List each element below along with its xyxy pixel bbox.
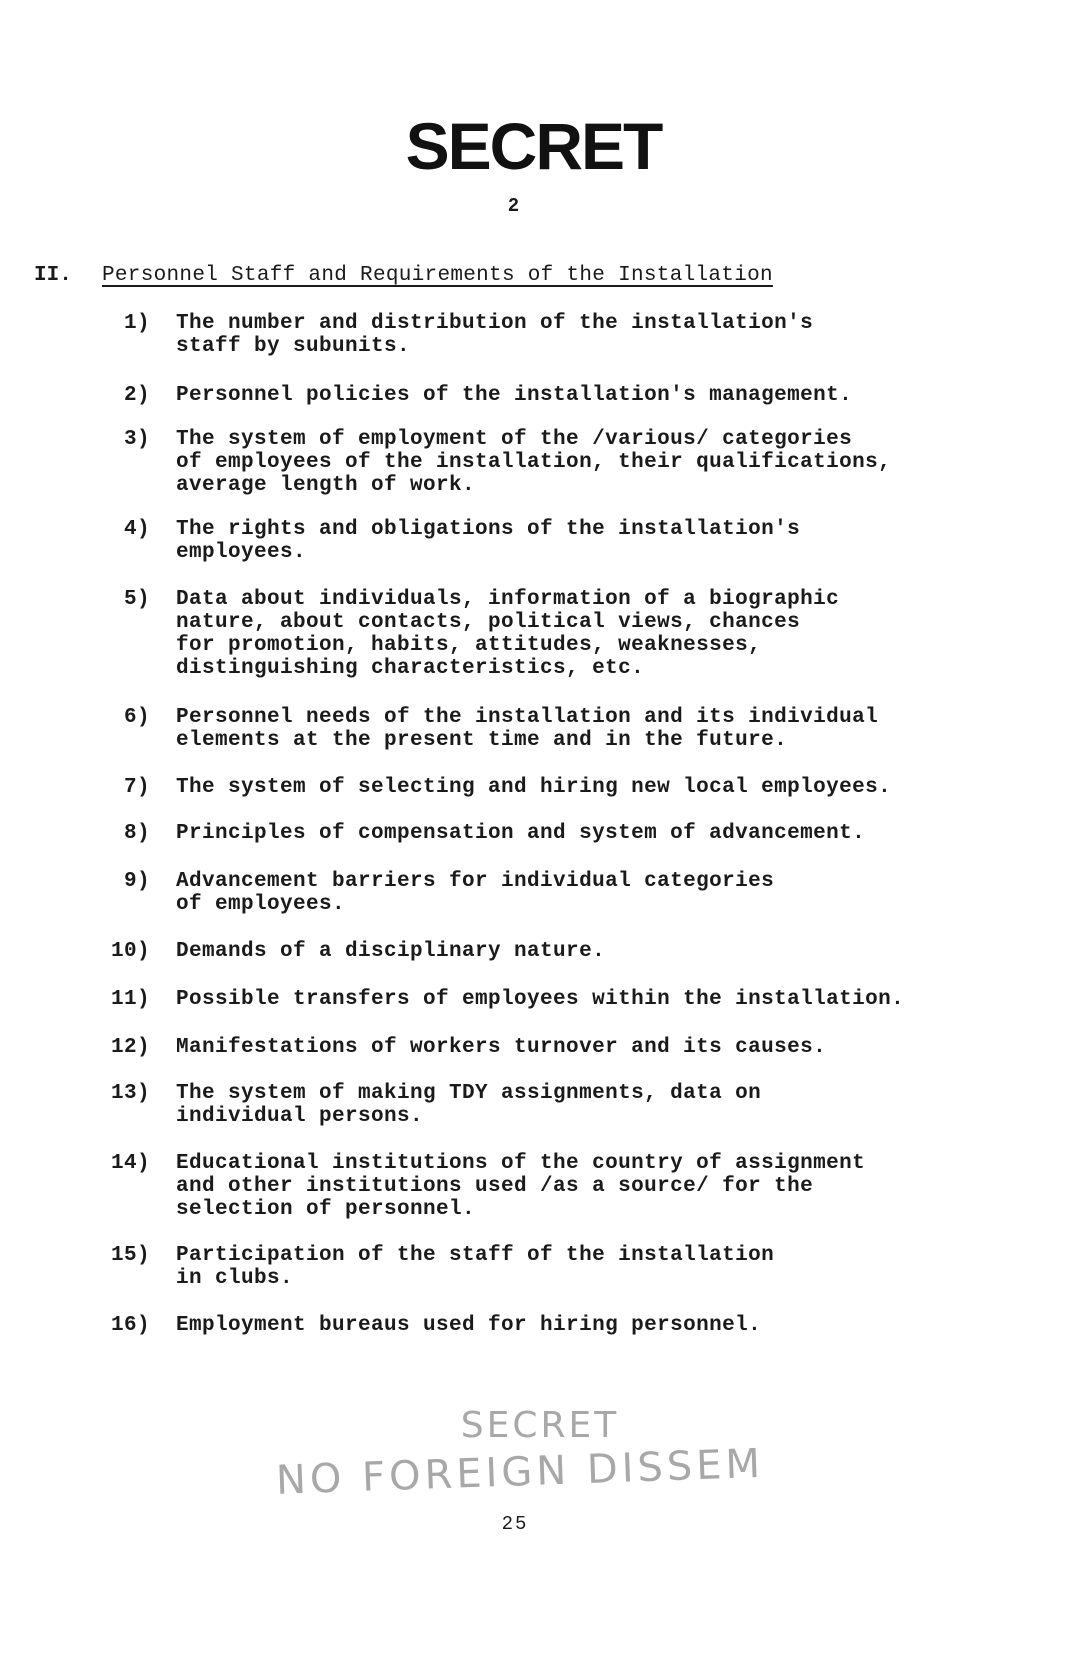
item-text: Employment bureaus used for hiring personnel. [176,1314,762,1337]
item-text: The rights and obligations of the installation's employees. [176,518,801,564]
item-text: Data about individuals, information of a biographic nature, about contacts, political views, chances for promotion, habits, attitudes, weaknesses, distinguishing characteristics, etc. [176,588,840,680]
item-number: 11) [110,988,150,1011]
item-number: 10) [110,940,150,963]
list-item [80,384,980,407]
item-text: Personnel needs of the installation and its individual elements at the present time and in the future. [176,706,879,752]
item-number: 14) [110,1152,150,1175]
item-number: 15) [110,1244,150,1267]
item-text: The system of selecting and hiring new local employees. [176,776,892,799]
item-text: Participation of the staff of the installation in clubs. [176,1244,775,1290]
list-item [80,518,980,564]
item-text: The system of employment of the /various/ categories of employees of the installation, their qualifications, average length of work. [176,428,892,497]
list-item [80,588,980,680]
item-text: Manifestations of workers turnover and its causes. [176,1036,827,1059]
classification-stamp-secret: SECRET [460,1405,620,1446]
item-number: 13) [110,1082,150,1105]
list-item [80,1314,980,1337]
section-title: Personnel Staff and Requirements of the Installation [102,264,773,287]
list-item [80,1152,980,1221]
list-item [80,776,980,799]
classification-stamp-dissem: NO FOREIGN DISSEM [275,1440,765,1504]
list-item [80,988,980,1011]
item-number: 2) [123,384,150,407]
item-text: Advancement barriers for individual categories of employees. [176,870,775,916]
item-number: 1) [123,312,150,335]
list-item [80,940,980,963]
item-number: 5) [123,588,150,611]
item-number: 16) [110,1314,150,1337]
item-number: 6) [123,706,150,729]
list-item [80,1244,980,1290]
item-text: Principles of compensation and system of advancement. [176,822,866,845]
item-number: 7) [123,776,150,799]
item-text: The number and distribution of the installation's staff by subunits. [176,312,814,358]
list-item [80,706,980,752]
list-item [80,1036,980,1059]
item-text: Possible transfers of employees within the installation. [176,988,905,1011]
list-item [80,870,980,916]
list-item [80,1082,980,1128]
item-number: 3) [123,428,150,451]
item-text: Demands of a disciplinary nature. [176,940,606,963]
item-text: Educational institutions of the country of assignment and other institutions used /as a source/ for the selection of personnel. [176,1152,866,1221]
item-number: 8) [123,822,150,845]
section-heading [34,264,773,287]
list-item [80,312,980,358]
item-number: 12) [110,1036,150,1059]
item-number: 4) [123,518,150,541]
classification-header: SECRET [405,109,662,183]
list-item [80,822,980,845]
page-number-bottom: 25 [501,1513,529,1535]
item-text: Personnel policies of the installation's management. [176,384,853,407]
section-numeral: II. [34,264,72,287]
list-item [80,428,980,497]
item-text: The system of making TDY assignments, data on individual persons. [176,1082,762,1128]
page-number-top: 2 [507,195,520,217]
item-number: 9) [123,870,150,893]
